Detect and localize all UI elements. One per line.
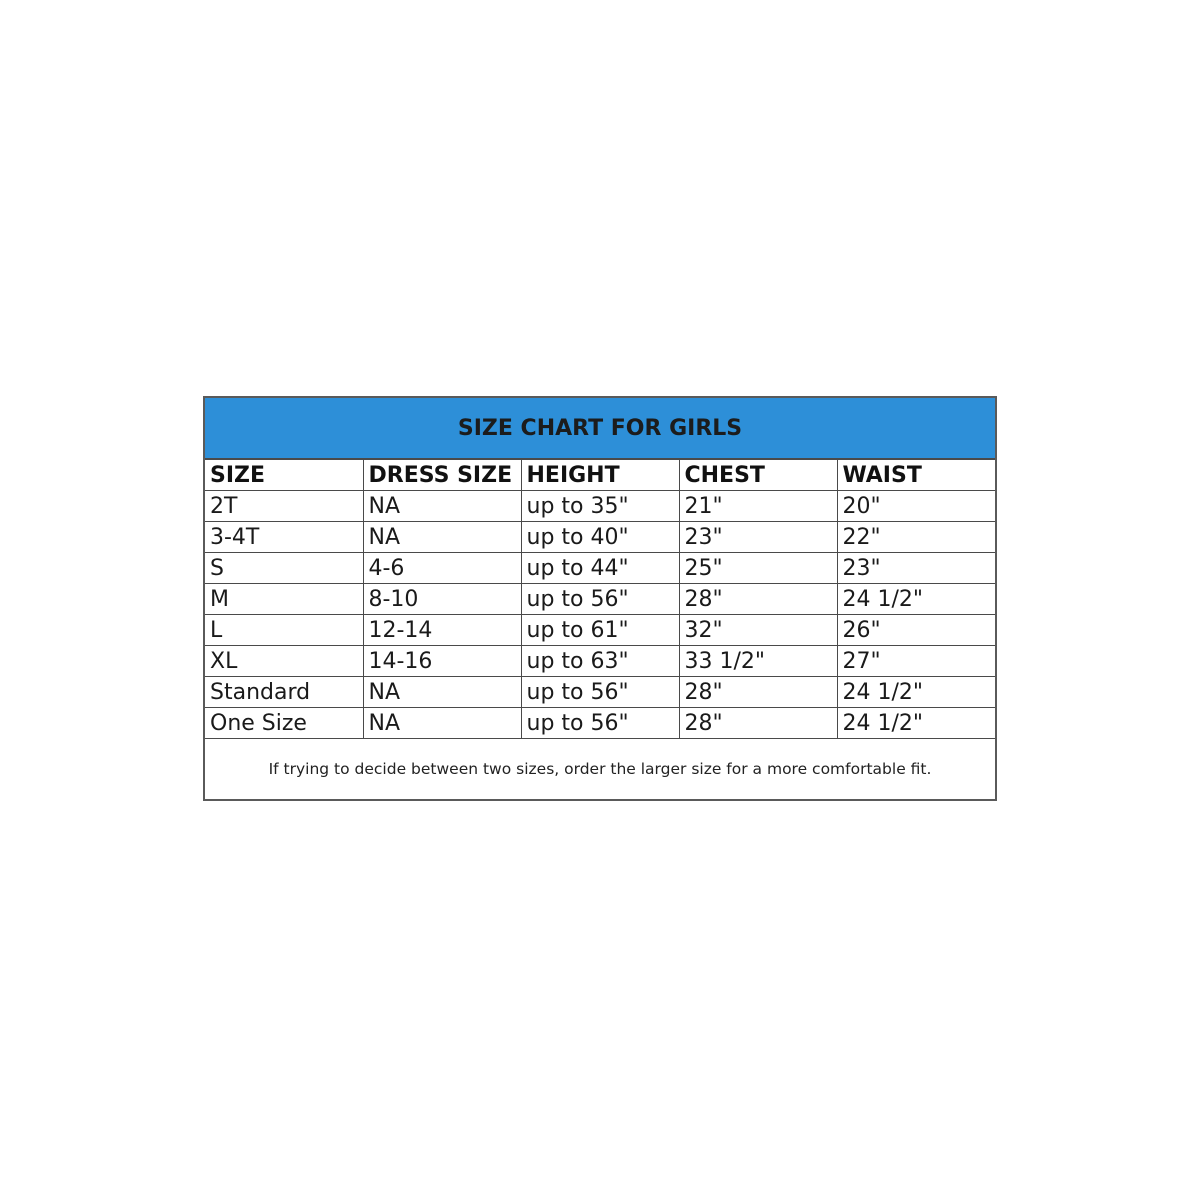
column-header-waist: WAIST	[837, 460, 995, 491]
cell-height: up to 56"	[521, 677, 679, 708]
cell-dress-size: NA	[363, 708, 521, 739]
cell-dress-size: NA	[363, 522, 521, 553]
cell-dress-size: 14-16	[363, 646, 521, 677]
size-chart	[203, 396, 997, 801]
cell-chest: 21"	[679, 491, 837, 522]
cell-dress-size: NA	[363, 491, 521, 522]
size-chart-title: SIZE CHART FOR GIRLS	[457, 415, 743, 441]
table-row	[205, 708, 995, 739]
size-table	[205, 460, 995, 739]
cell-size: One Size	[205, 708, 363, 739]
cell-waist: 26"	[837, 615, 995, 646]
cell-waist: 24 1/2"	[837, 677, 995, 708]
table-row	[205, 553, 995, 584]
cell-height: up to 61"	[521, 615, 679, 646]
cell-waist: 27"	[837, 646, 995, 677]
cell-chest: 23"	[679, 522, 837, 553]
cell-chest: 32"	[679, 615, 837, 646]
table-row	[205, 646, 995, 677]
cell-dress-size: NA	[363, 677, 521, 708]
table-row	[205, 522, 995, 553]
cell-size: S	[205, 553, 363, 584]
cell-waist: 24 1/2"	[837, 584, 995, 615]
column-header-size: SIZE	[205, 460, 363, 491]
cell-size: 2T	[205, 491, 363, 522]
cell-height: up to 35"	[521, 491, 679, 522]
cell-chest: 28"	[679, 708, 837, 739]
table-header-row	[205, 460, 995, 491]
size-chart-title-bar	[205, 398, 995, 460]
cell-chest: 28"	[679, 677, 837, 708]
cell-height: up to 56"	[521, 708, 679, 739]
cell-size: Standard	[205, 677, 363, 708]
cell-size: L	[205, 615, 363, 646]
table-row	[205, 677, 995, 708]
cell-chest: 28"	[679, 584, 837, 615]
cell-height: up to 56"	[521, 584, 679, 615]
cell-height: up to 44"	[521, 553, 679, 584]
cell-dress-size: 4-6	[363, 553, 521, 584]
cell-dress-size: 8-10	[363, 584, 521, 615]
size-chart-footnote: If trying to decide between two sizes, order the larger size for a more comfortable fit.	[268, 760, 932, 778]
column-header-chest: CHEST	[679, 460, 837, 491]
column-header-dress-size: DRESS SIZE	[363, 460, 521, 491]
cell-chest: 25"	[679, 553, 837, 584]
cell-size: M	[205, 584, 363, 615]
column-header-height: HEIGHT	[521, 460, 679, 491]
cell-size: 3-4T	[205, 522, 363, 553]
cell-dress-size: 12-14	[363, 615, 521, 646]
cell-height: up to 63"	[521, 646, 679, 677]
table-row	[205, 491, 995, 522]
table-row	[205, 584, 995, 615]
cell-size: XL	[205, 646, 363, 677]
cell-height: up to 40"	[521, 522, 679, 553]
cell-waist: 20"	[837, 491, 995, 522]
cell-chest: 33 1/2"	[679, 646, 837, 677]
cell-waist: 24 1/2"	[837, 708, 995, 739]
cell-waist: 22"	[837, 522, 995, 553]
table-row	[205, 615, 995, 646]
cell-waist: 23"	[837, 553, 995, 584]
